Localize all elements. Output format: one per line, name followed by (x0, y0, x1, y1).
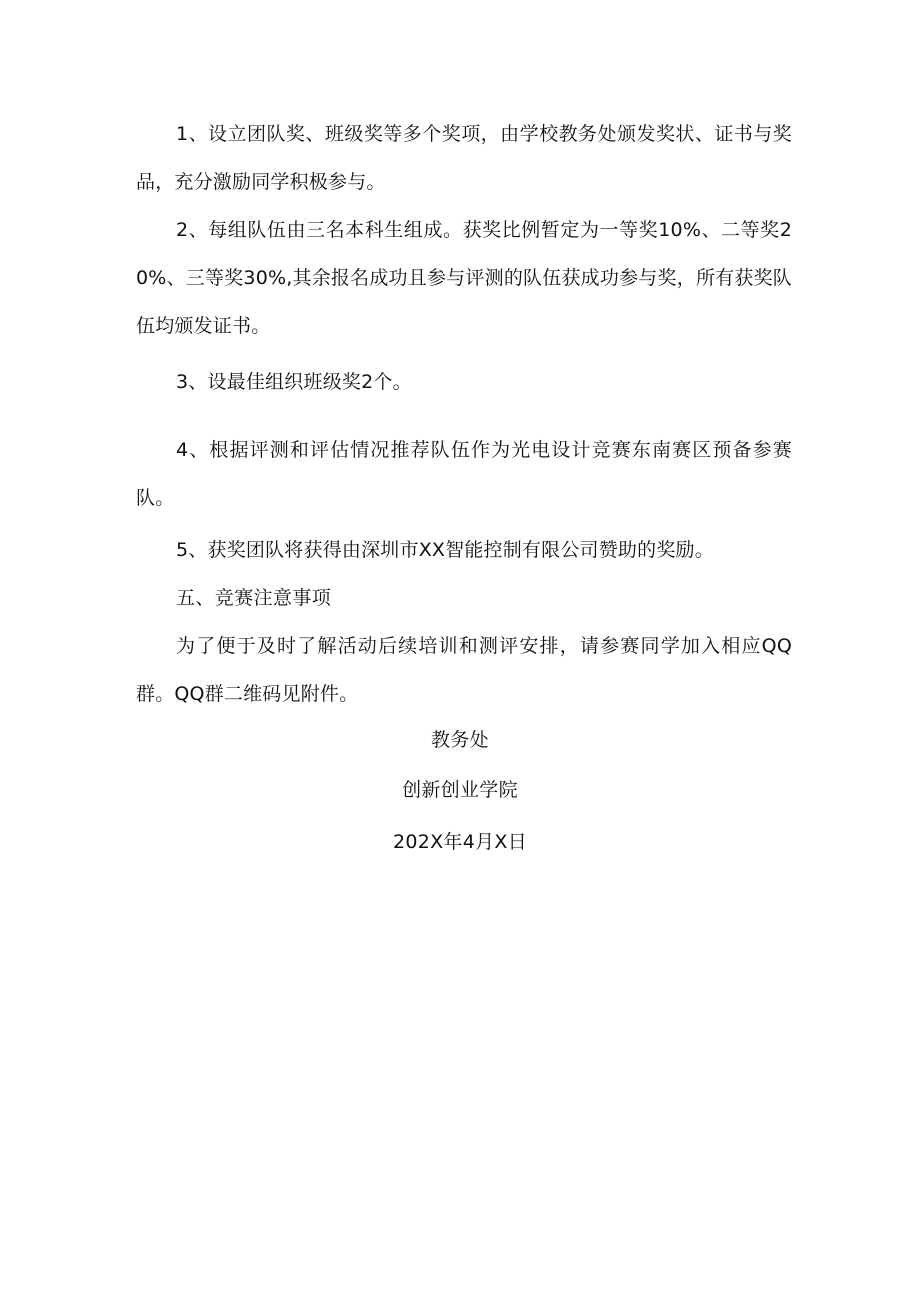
signature-college: 创新创业学院 (402, 779, 518, 801)
notice-paragraph: 为了便于及时了解活动后续培训和测评安排，请参赛同学加入相应QQ群。QQ群二维码见附件。 (136, 635, 792, 705)
award-item-3: 3、设最佳组织班级奖2个。 (176, 371, 412, 393)
signature-date: 202X年4月X日 (392, 831, 528, 853)
award-item-5: 5、获奖团队将获得由深圳市XX智能控制有限公司赞助的奖励。 (176, 539, 714, 561)
section-heading-notice: 五、竞赛注意事项 (176, 587, 332, 609)
award-item-4: 4、根据评测和评估情况推荐队伍作为光电设计竞赛东南赛区预备参赛队。 (136, 439, 792, 509)
award-item-1: 1、设立团队奖、班级奖等多个奖项，由学校教务处颁发奖状、证书与奖品，充分激励同学积极参与。 (136, 123, 792, 193)
award-item-2: 2、每组队伍由三名本科生组成。获奖比例暂定为一等奖10%、二等奖20%、三等奖30%,其余报名成功且参与评测的队伍获成功参与奖，所有获奖队伍均颁发证书。 (136, 219, 792, 337)
signature-office: 教务处 (431, 729, 489, 751)
